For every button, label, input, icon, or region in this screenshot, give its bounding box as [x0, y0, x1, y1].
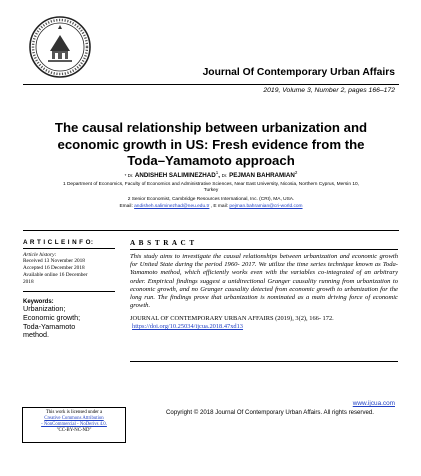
keyword-1: Urbanization; — [23, 304, 66, 313]
title-line-2: economic growth in US: Fresh evidence from the — [57, 136, 365, 152]
accepted-date: Accepted 16 December 2018 — [23, 265, 85, 271]
received-date: Received 13 November 2018 — [23, 258, 85, 264]
abstract-heading: A B S T R A C T — [130, 239, 398, 250]
keywords-heading: Keywords: — [23, 299, 54, 305]
author2-mark: Dr. — [221, 173, 228, 179]
online-date-line-2: 2018 — [23, 279, 34, 285]
history-rule — [23, 291, 115, 292]
author2-name: PEJMAN BAHRAMIAN — [229, 172, 295, 180]
doi-link[interactable]: https://doi.org/10.25034/ijcua.2018.47xd13 — [132, 323, 244, 331]
university-seal-icon — [28, 15, 92, 79]
license-link[interactable]: Creative Commons Attribution — [44, 416, 104, 422]
license-box — [22, 407, 126, 443]
article-info-panel — [23, 239, 115, 340]
author1-sup: 1 — [215, 170, 219, 175]
citation — [130, 315, 398, 331]
author-separator: , — [218, 172, 220, 180]
affiliation-2: 2 Senior Economist, Cambridge Resources International, Inc. (CRI), MA, USA. — [127, 197, 295, 202]
affiliation-1-line-1: 1 Department of Economics, Faculty of Economics and Administrative Sciences, Near East University, Nicosia, Northern Cyprus, Mersin 10, — [62, 182, 360, 187]
title-line-1: The causal relationship between urbanization and — [54, 120, 368, 135]
affiliation-1-line-2: Turkey — [203, 188, 219, 194]
article-info-heading: A R T I C L E I N F O: — [23, 239, 115, 249]
abstract-bottom-rule — [130, 361, 398, 362]
header-rule — [23, 84, 399, 85]
author-line — [24, 170, 398, 179]
author1-name: ANDISHEH SALIMINEZHAD — [134, 172, 216, 180]
section-rule — [23, 230, 399, 231]
journal-website-link[interactable]: www.ijcua.com — [352, 400, 395, 407]
email-label: Email: — [119, 204, 135, 209]
keyword-2: Economic growth; — [23, 312, 81, 322]
email-line — [24, 204, 398, 209]
author1-mark: * Dr. — [124, 173, 134, 179]
author2-sup: 2 — [294, 170, 298, 175]
email-separator: , E mail: — [209, 204, 230, 209]
copyright-notice: Copyright © 2018 Journal Of Contemporary Urban Affairs. All rights reserved. — [166, 409, 374, 416]
email-link-1[interactable]: andisheh.saliminezhad@neu.edu.tr — [134, 204, 210, 209]
email-link-2[interactable]: pejman.bahramian@cri-world.com — [229, 204, 303, 209]
online-date-line-1: Available online 16 December — [23, 272, 88, 278]
article-title — [24, 120, 398, 170]
license-code: "CC-BY-NC-ND" — [56, 428, 92, 434]
license-line-1: This work is licensed under a — [45, 410, 103, 415]
abstract-text: This study aims to investigate the causal relationships between urbanization and economic growth for United State during the period 1960- 2017. We utilize the time series technique known as Toda-Yamamoto method, which efficiently works even with the variables co-integrated of an arbitrary order. Empirical findings suggest a unidirectional Granger causality running from urbanization to economic growth, and no Granger causality detected from economic growth to urbanization for the long run. The findings prove that urbanization is nominated as a main driving force of economic growth. — [130, 253, 398, 310]
abstract-section — [130, 239, 398, 331]
history-heading: Article history: — [23, 252, 57, 258]
license-link-2[interactable]: - NonCommercial - NoDerivs 4.0. — [41, 422, 107, 428]
title-line-3: Toda–Yamamoto approach — [127, 153, 295, 168]
affiliation-1 — [24, 182, 398, 195]
keyword-4: method. — [23, 330, 49, 340]
journal-name: Journal Of Contemporary Urban Affairs — [202, 67, 395, 78]
keyword-3: Toda-Yamamoto — [23, 321, 76, 331]
citation-text: JOURNAL OF CONTEMPORARY URBAN AFFAIRS (2019), 3(2), 166- 172. — [130, 315, 334, 323]
volume-info: 2019, Volume 3, Number 2, pages 166–172 — [263, 87, 395, 94]
